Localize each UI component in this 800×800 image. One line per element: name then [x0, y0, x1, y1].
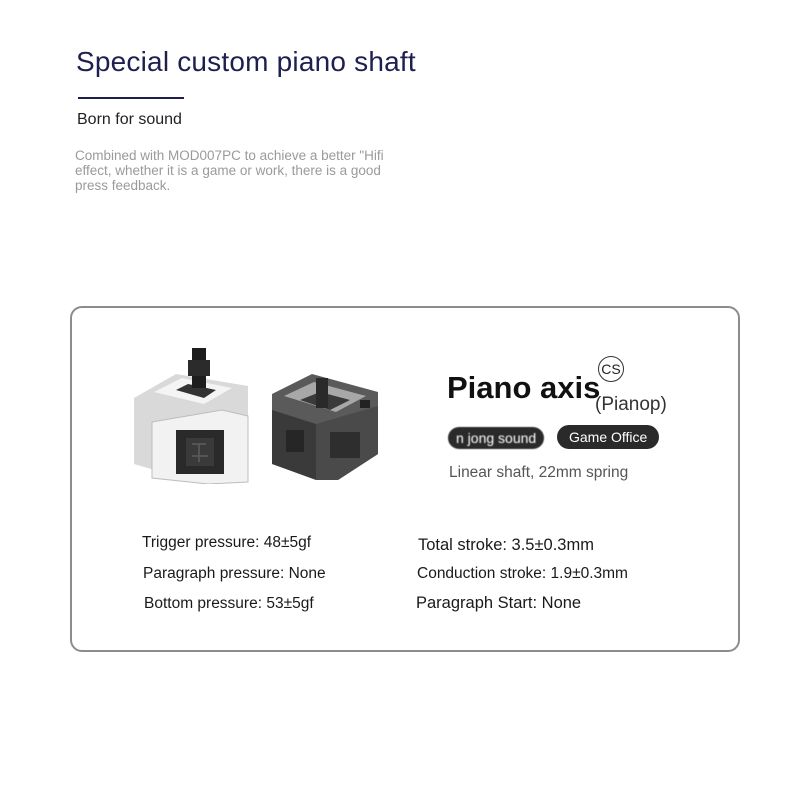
spec-bottom-pressure: Bottom pressure: 53±5gf	[144, 595, 314, 612]
title-divider	[78, 97, 184, 99]
sound-tag: n jong sound	[448, 427, 544, 449]
spec-paragraph-pressure: Paragraph pressure: None	[143, 565, 326, 582]
product-subname: (Pianop)	[595, 394, 667, 415]
product-name: Piano axis	[447, 370, 601, 405]
white-switch-icon	[134, 348, 248, 484]
spec-trigger-pressure: Trigger pressure: 48±5gf	[142, 534, 312, 551]
cs-badge-icon: CS	[598, 356, 624, 382]
shaft-description: Linear shaft, 22mm spring	[449, 464, 629, 481]
product-description: Combined with MOD007PC to achieve a better "Hifi effect, whether it is a game or work, there is a good press feedback.	[75, 148, 384, 193]
page-title: Special custom piano shaft	[76, 46, 416, 77]
spec-total-stroke: Total stroke: 3.5±0.3mm	[418, 536, 594, 554]
page-subtitle: Born for sound	[77, 111, 182, 128]
spec-paragraph-start: Paragraph Start: None	[416, 594, 582, 612]
switch-illustration	[116, 334, 416, 484]
dark-switch-icon	[272, 374, 378, 480]
usage-tag: Game Office	[557, 425, 659, 449]
spec-conduction-stroke: Conduction stroke: 1.9±0.3mm	[417, 565, 628, 582]
spec-card	[70, 306, 740, 652]
